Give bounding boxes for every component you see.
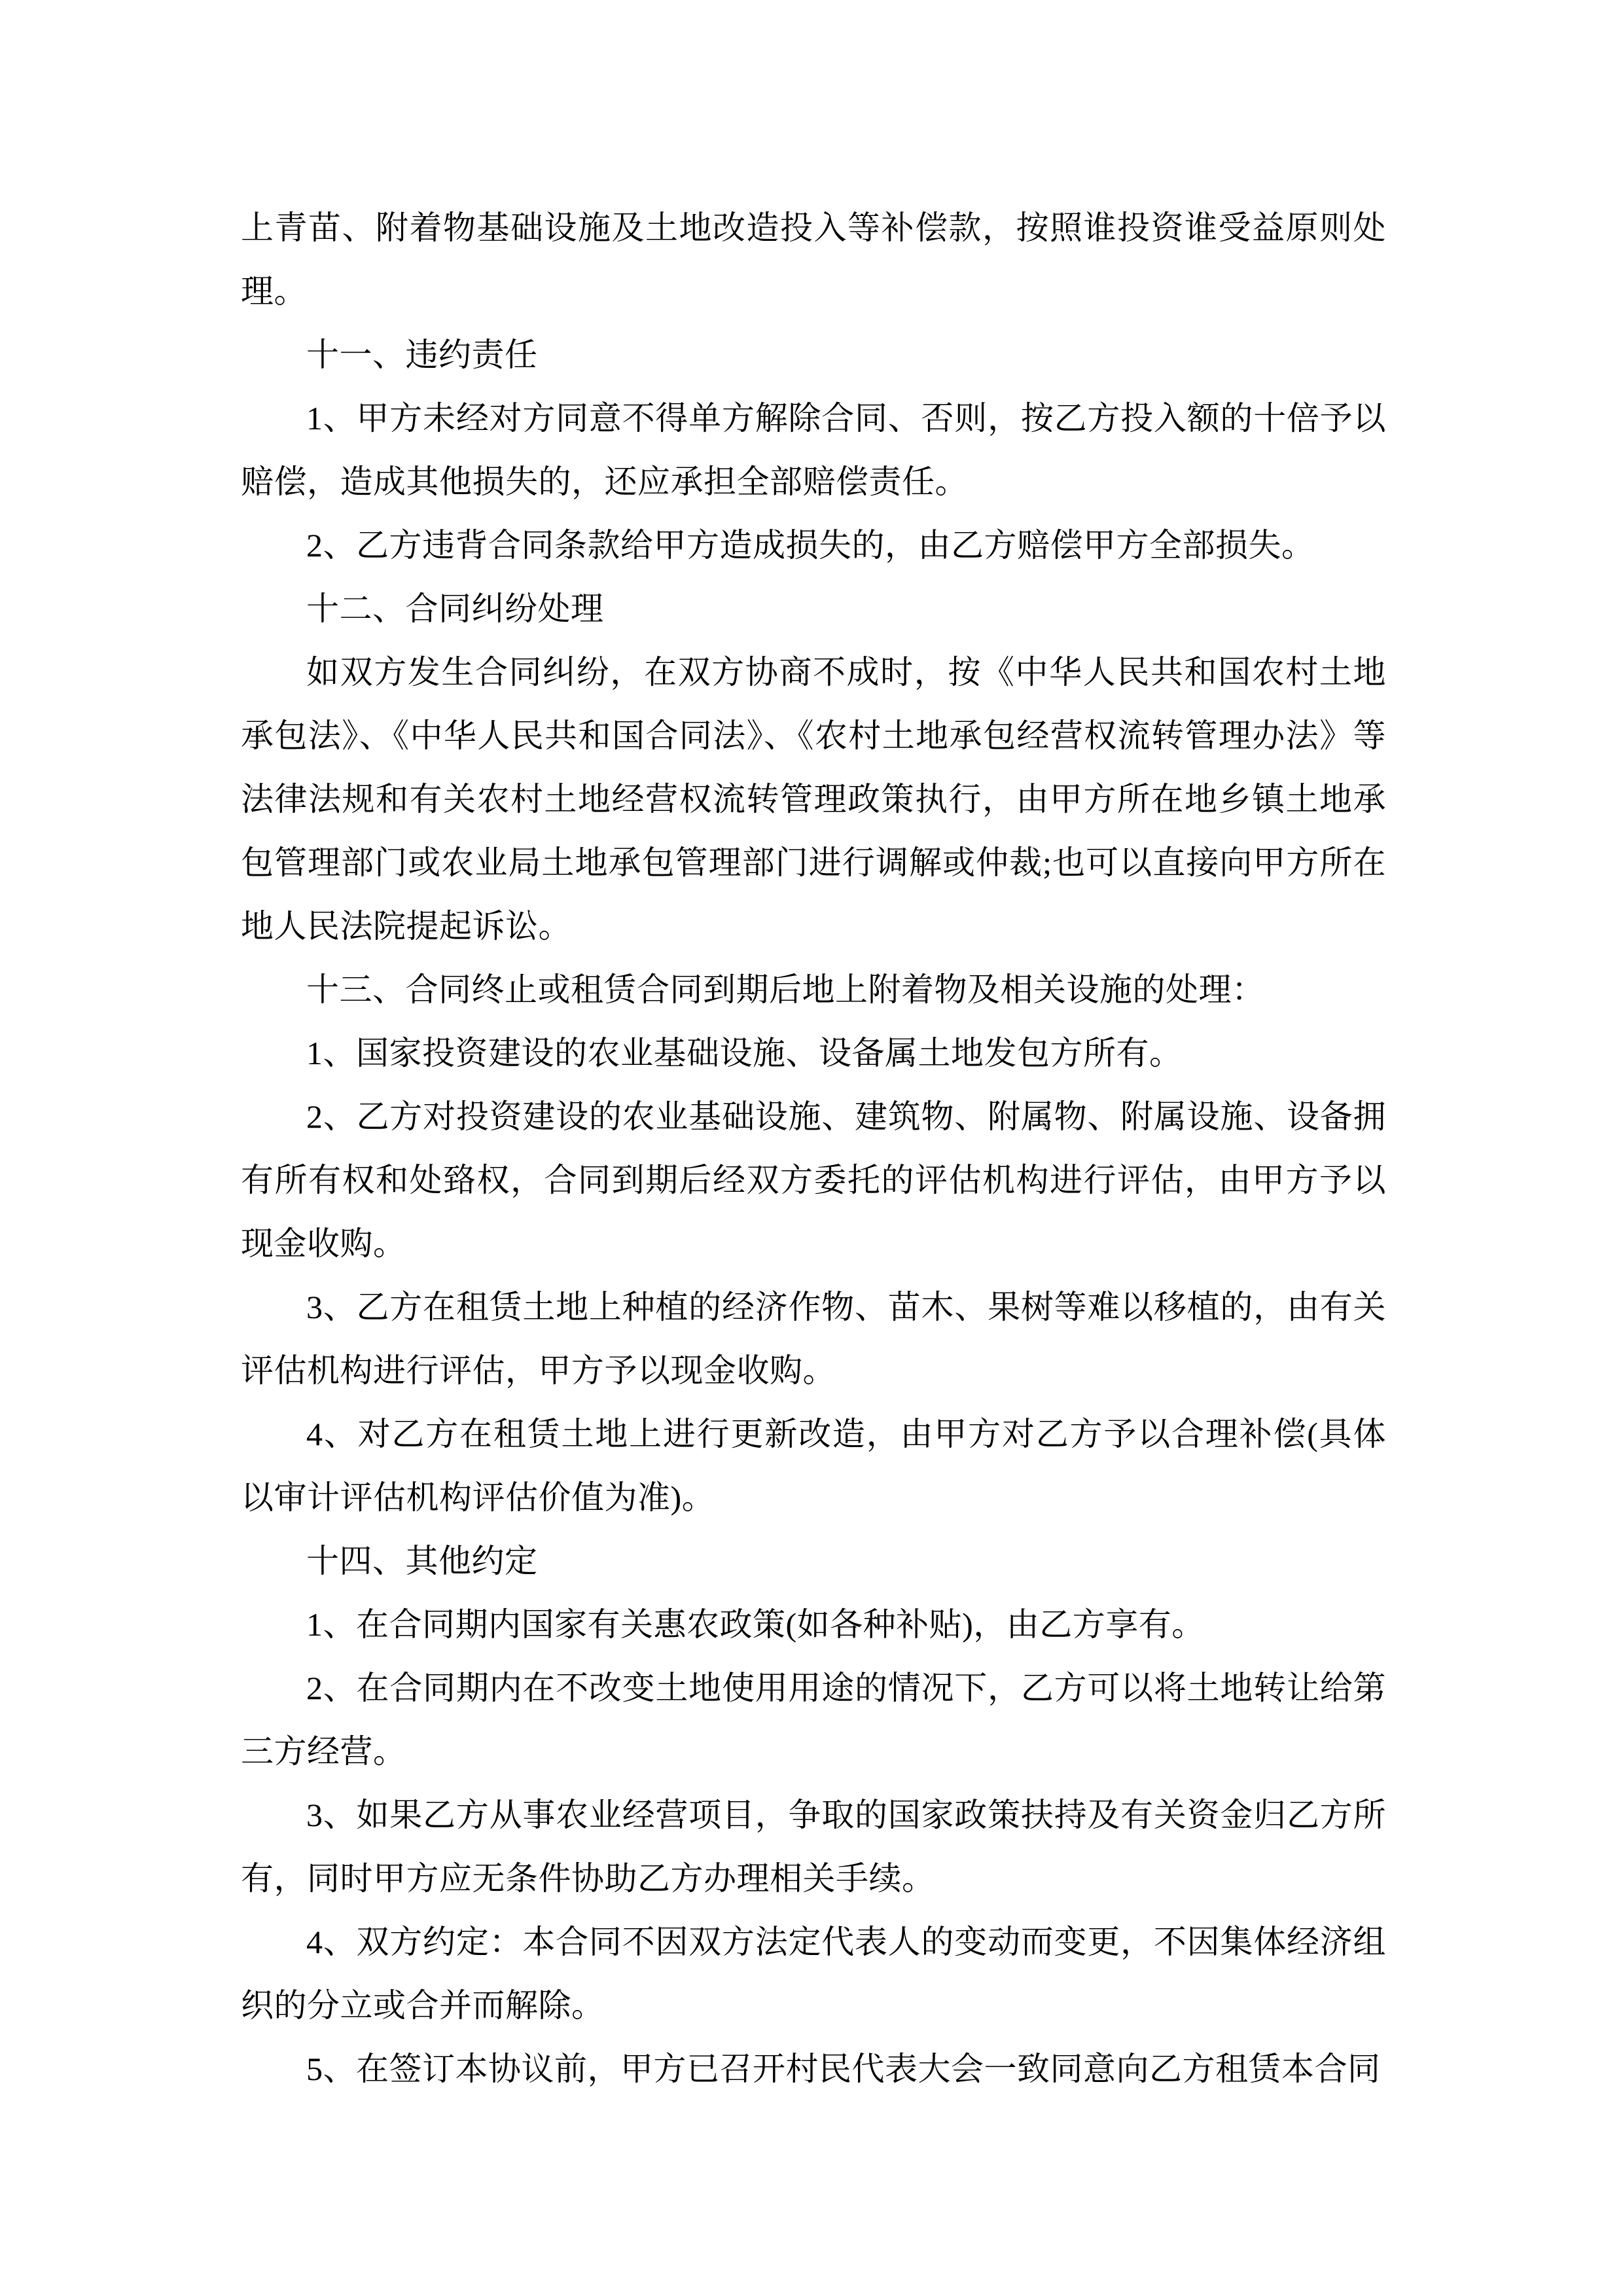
- paragraph: 3、乙方在租赁土地上种植的经济作物、苗木、果树等难以移植的，由有关评估机构进行评估，甲方予以现金收购。: [241, 1289, 1386, 1389]
- paragraph: 2、乙方违背合同条款给甲方造成损失的，由乙方赔偿甲方全部损失。: [306, 527, 1315, 564]
- paragraph: 2、在合同期内在不改变土地使用用途的情况下，乙方可以将土地转让给第三方经营。: [241, 1670, 1386, 1770]
- paragraph: 1、国家投资建设的农业基础设施、设备属土地发包方所有。: [306, 1035, 1183, 1071]
- paragraph: 如双方发生合同纠纷，在双方协商不成时，按《中华人民共和国农村土地承包法》、《中华人民共和国合同法》、《农村土地承包经营权流转管理办法》等法律法规和有关农村土地经营权流转管理政策执行，由甲方所在地乡镇土地承包管理部门或农业局土地承包管理部门进行调解或仲裁;也可以直接向甲方所在地人民法院提起诉讼。: [241, 654, 1386, 944]
- paragraph: 1、甲方未经对方同意不得单方解除合同、否则，按乙方投入额的十倍予以赔偿，造成其他损失的，还应承担全部赔偿责任。: [241, 400, 1386, 500]
- paragraph: 4、双方约定：本合同不因双方法定代表人的变动而变更，不因集体经济组织的分立或合并而解除。: [241, 1924, 1386, 2024]
- paragraph: 4、对乙方在租赁土地上进行更新改造，由甲方对乙方予以合理补偿(具体以审计评估机构评估价值为准)。: [241, 1416, 1386, 1516]
- paragraph: 2、乙方对投资建设的农业基础设施、建筑物、附属物、附属设施、设备拥有所有权和处臵权，合同到期后经双方委托的评估机构进行评估，由甲方予以现金收购。: [241, 1098, 1386, 1262]
- paragraph: 1、在合同期内国家有关惠农政策(如各种补贴)，由乙方享有。: [306, 1606, 1205, 1643]
- paragraph: 十一、违约责任: [306, 336, 538, 373]
- paragraph: 上青苗、附着物基础设施及土地改造投入等补偿款，按照谁投资谁受益原则处理。: [241, 209, 1386, 310]
- paragraph: 十三、合同终止或租赁合同到期后地上附着物及相关设施的处理：: [306, 971, 1265, 1008]
- paragraph: 十二、合同纠纷处理: [306, 590, 604, 627]
- paragraph: 十四、其他约定: [306, 1543, 538, 1579]
- paragraph: 5、在签订本协议前，甲方已召开村民代表大会一致同意向乙方租赁本合同: [306, 2051, 1381, 2087]
- paragraph: 3、如果乙方从事农业经营项目，争取的国家政策扶持及有关资金归乙方所有，同时甲方应无条件协助乙方办理相关手续。: [241, 1797, 1386, 1897]
